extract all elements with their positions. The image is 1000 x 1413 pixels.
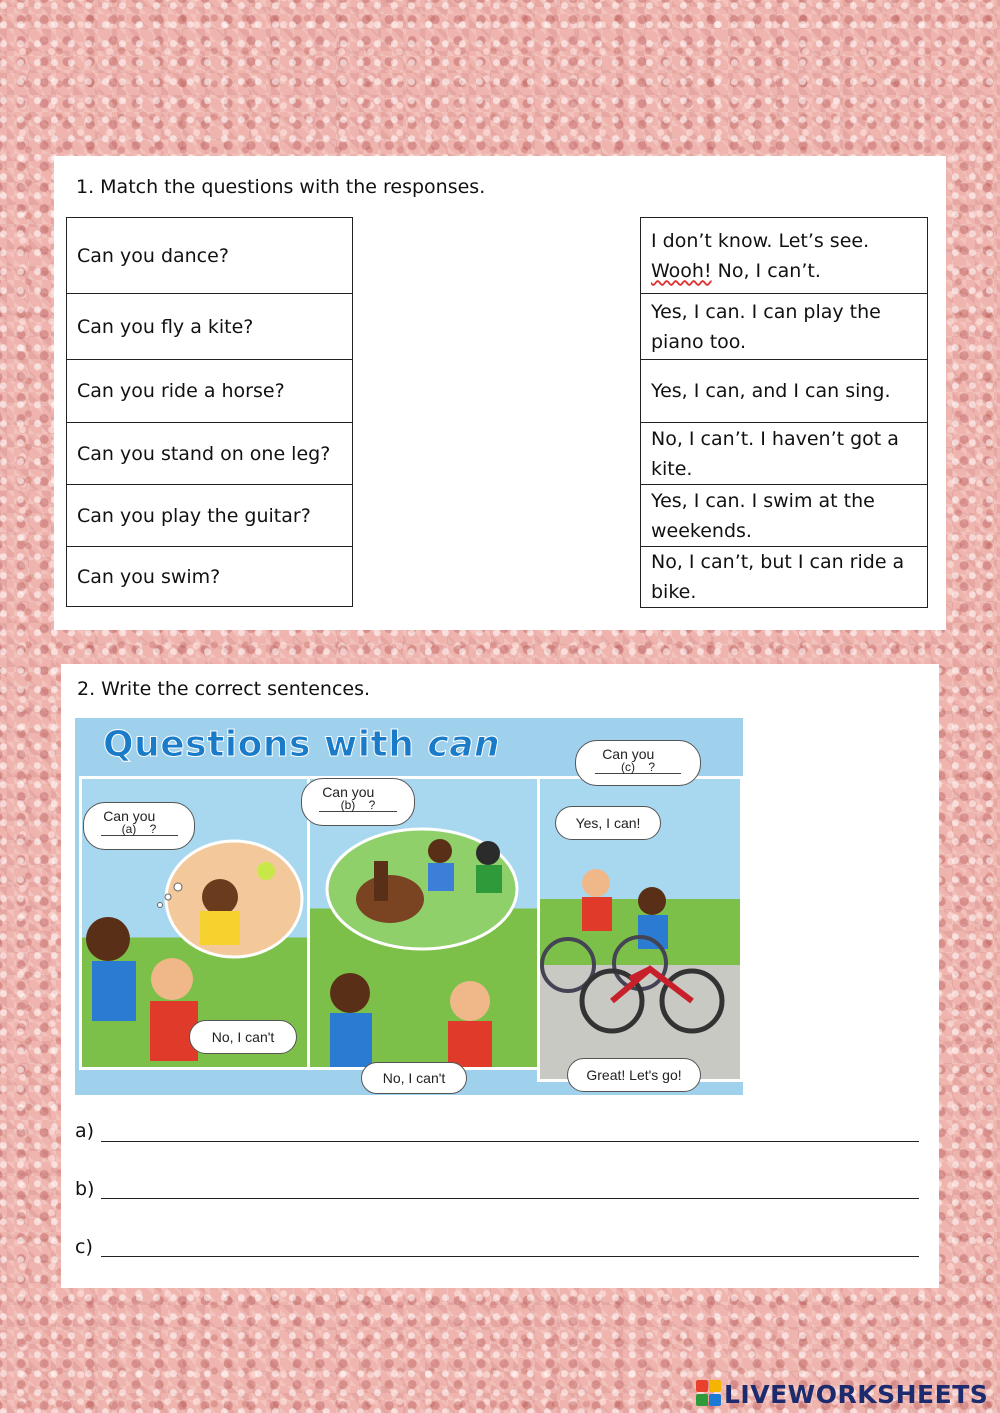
- response-cell[interactable]: I don’t know. Let’s see. Wooh! No, I can’t.: [641, 218, 928, 294]
- answer-label-b: b): [75, 1178, 95, 1200]
- answer-label-c: c): [75, 1236, 93, 1258]
- exercise-1-panel: [54, 156, 946, 630]
- responses-table: [640, 217, 928, 608]
- speech-bubble-c: Can you (c) ?: [575, 740, 701, 786]
- question-cell[interactable]: Can you fly a kite?: [67, 294, 353, 360]
- exercise-2-panel: [61, 664, 939, 1288]
- response-cell[interactable]: Yes, I can. I swim at the weekends.: [641, 485, 928, 547]
- comic-title: Questions with can: [103, 724, 501, 765]
- question-cell[interactable]: Can you swim?: [67, 547, 353, 607]
- liveworksheets-logo-text: LIVEWORKSHEETS: [724, 1380, 989, 1409]
- speech-bubble-b: Can you (b) ?: [301, 778, 415, 826]
- exercise-2-heading: 2. Write the correct sentences.: [77, 678, 371, 700]
- response-cell[interactable]: Yes, I can, and I can sing.: [641, 360, 928, 423]
- answer-line-a[interactable]: [101, 1140, 919, 1142]
- question-cell[interactable]: Can you stand on one leg?: [67, 423, 353, 485]
- question-cell[interactable]: Can you ride a horse?: [67, 360, 353, 423]
- questions-table: [66, 217, 353, 607]
- speech-bubble-no-1: No, I can't: [189, 1020, 297, 1054]
- comic-illustration: [75, 718, 743, 1095]
- question-cell[interactable]: Can you dance?: [67, 218, 353, 294]
- response-cell[interactable]: No, I can’t. I haven’t got a kite.: [641, 423, 928, 485]
- liveworksheets-logo: [696, 1378, 996, 1410]
- exercise-1-heading: 1. Match the questions with the responses.: [76, 176, 486, 198]
- response-cell[interactable]: No, I can’t, but I can ride a bike.: [641, 547, 928, 608]
- spellcheck-word: Wooh!: [651, 259, 712, 282]
- answer-line-b[interactable]: [101, 1197, 919, 1199]
- response-cell[interactable]: Yes, I can. I can play the piano too.: [641, 294, 928, 360]
- speech-bubble-no-2: No, I can't: [361, 1062, 467, 1094]
- liveworksheets-logo-icon: [696, 1380, 722, 1408]
- answer-line-c[interactable]: [101, 1255, 919, 1257]
- speech-bubble-yes: Yes, I can!: [555, 806, 661, 840]
- speech-bubble-a: Can you (a) ?: [83, 802, 195, 850]
- question-cell[interactable]: Can you play the guitar?: [67, 485, 353, 547]
- answer-label-a: a): [75, 1120, 95, 1142]
- speech-bubble-great: Great! Let's go!: [567, 1058, 701, 1092]
